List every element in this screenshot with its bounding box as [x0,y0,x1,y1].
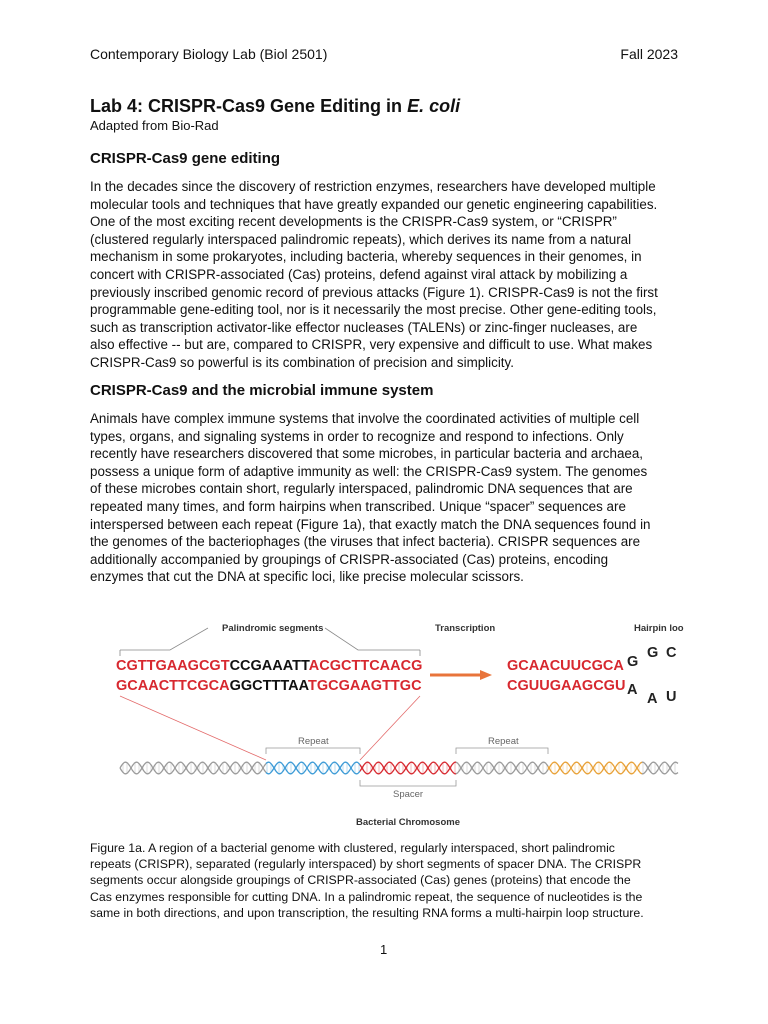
helix-strand-segment [640,773,642,774]
helix-strand-segment [524,763,526,766]
helix-strand-segment [528,770,530,773]
helix-strand-segment [600,771,602,773]
helix-strand-segment [644,771,646,773]
helix-strand-segment [216,763,218,766]
helix-strand-segment [172,770,174,773]
page-number: 1 [380,942,388,957]
helix-strand-segment [192,762,194,763]
helix-strand-segment [232,771,234,773]
helix-strand-segment [412,773,414,774]
helix-strand-segment [376,762,378,763]
helix-strand-segment [572,770,574,773]
dna-top-red1: CGTTGAAGCGT [116,658,230,674]
helix-strand-segment [540,771,542,773]
helix-strand-segment [204,763,206,765]
helix-strand-segment [496,763,498,765]
helix-strand-segment [596,762,598,763]
helix-strand-segment [140,768,142,771]
loop-letter: G [647,645,659,661]
helix-strand-segment [188,771,190,773]
helix-strand-segment [280,773,282,774]
helix-strand-segment [632,773,634,774]
helix-strand-segment [120,768,122,771]
section1-heading: CRISPR-Cas9 gene editing [90,150,281,167]
section1-line: also effective -- but are, compared to CRISPR, very expensive and difficult to use. What makes [90,337,653,353]
helix-strand-segment [420,762,422,763]
helix-strand-segment [264,770,266,773]
section2-line: repeated many times, and form hairpins when transcribed. Unique “spacer” sequences are [90,498,626,514]
helix-strand-segment [280,762,282,763]
helix-strand-segment [216,770,218,773]
helix-strand-segment [384,765,386,768]
helix-strand-segment [188,763,190,765]
helix-strand-segment [380,763,382,765]
helix-strand-segment [556,763,558,765]
section2-line: of these microbes contain short, regularly interspaced, palindromic DNA sequences that are [90,481,633,497]
helix-strand-segment [160,771,162,773]
helix-strand-segment [544,762,546,763]
caption-line: Figure 1a. A region of a bacterial genome with clustered, regularly interspaced, short palindromic [90,841,615,855]
helix-strand-segment [380,771,382,773]
helix-strand-segment [352,770,354,773]
helix-strand-segment [472,765,474,768]
helix-strand-segment [552,773,554,774]
helix-strand-segment [260,770,262,773]
helix-strand-segment [360,768,362,771]
helix-strand-segment [508,762,510,763]
helix-strand-segment [156,762,158,763]
helix-strand-segment [244,773,246,774]
helix-strand-segment [304,763,306,766]
helix-strand-segment [288,762,290,763]
loop-letter: A [647,691,658,707]
helix-strand-segment [556,771,558,773]
helix-strand-segment [672,771,674,773]
section2-line: the genomes of the bacteriophages (the viruses that infect bacteria). CRISPR sequences are [90,534,641,550]
helix-strand-segment [164,765,166,768]
section1-line: mechanism in some prokaryotes, including bacteria, whereby sequences in their genomes, in [90,249,642,265]
section1-paragraph [90,178,690,372]
helix-strand-segment [132,770,134,773]
helix-strand-segment [640,762,642,763]
loop-letter: C [666,645,677,661]
section1-line: One of the most exciting recent developments is the CRISPR-Cas9 system, or “CRISPR” [90,214,617,230]
section1-line: such as transcription activator-like effector nucleases (TALENs) or zinc-finger nucleases, are [90,319,638,335]
helix-strand-segment [536,768,538,771]
section1-line: (clustered regularly interspaced palindromic repeats), which derives its name from a natural [90,231,632,247]
helix-strand-segment [612,763,614,766]
helix-strand-segment [452,771,454,773]
repeat-bracket-2 [456,748,548,754]
helix-strand-segment [436,763,438,766]
section1-line: concert with CRISPR-associated (Cas) proteins, defend against viral attack by mobilizing a [90,266,628,282]
helix-strand-segment [540,763,542,765]
rna-bottom: CGUUGAAGCGU [507,678,626,694]
helix-strand-segment [192,773,194,774]
helix-strand-segment [316,768,318,771]
helix-strand-segment [332,762,334,763]
helix-strand-segment [424,771,426,773]
helix-strand-segment [144,771,146,773]
chromosome-label: Bacterial Chromosome [356,817,461,828]
helix-strand-segment [128,763,130,766]
helix-strand-segment [148,773,150,774]
helix-strand-segment [648,765,650,768]
helix-strand-segment [348,763,350,766]
helix-strand-segment [296,765,298,768]
helix-strand-segment [616,770,618,773]
helix-strand-segment [288,773,290,774]
helix-strand-segment [260,763,262,766]
section2-line: interspersed between each repeat (Figure 1a), that exactly match the DNA sequences found in [90,516,651,532]
helix-strand-segment [336,771,338,773]
helix-strand-segment [392,770,394,773]
spacer-label: Spacer [393,789,424,800]
helix-strand-segment [456,762,458,763]
helix-strand-segment [220,770,222,773]
helix-strand-segment [128,770,130,773]
section2-line: possess a unique form of adaptive immunity as well: the CRISPR-Cas9 system. The genomes [90,463,648,479]
helix-strand-segment [484,763,486,766]
helix-strand-segment [120,765,122,768]
helix-strand-segment [236,773,238,774]
helix-strand-segment [584,763,586,765]
helix-strand-segment [200,762,202,763]
helix-strand-segment [428,765,430,768]
helix-strand-segment [248,771,250,773]
repeat-label-1: Repeat [298,736,329,747]
loop-letter: U [666,689,677,705]
helix-strand-segment [396,770,398,773]
dna-top-strand [116,658,422,674]
helix-strand-segment [480,763,482,766]
helix-strand-segment [464,773,466,774]
helix-strand-segment [420,773,422,774]
section2-line: additionally accompanied by groupings of CRISPR-associated (Cas) proteins, encoding [90,551,609,567]
dna-bottom-black: GGCTTTAA [229,678,308,694]
bracket-right [325,628,420,650]
helix-strand-segment [340,765,342,768]
helix-strand-segment [348,770,350,773]
helix-strand-segment [308,770,310,773]
helix-strand-segment [580,768,582,771]
spacer-bracket [360,780,456,786]
helix-strand-segment [552,762,554,763]
helix-strand-segment [132,763,134,766]
section1-line: previously inscribed genomic record of previous attacks (Figure 1). CRISPR-Cas9 is not the first [90,284,658,300]
helix-strand-segment [248,763,250,765]
section2-line: types, organs, and signaling systems in order to recognize and respond to infections. Only [90,428,624,444]
helix-strand-segment [448,768,450,771]
helix-strand-segment [456,773,458,774]
helix-strand-segment [440,763,442,766]
repeat-label-2: Repeat [488,736,519,747]
repeat-bracket-1 [266,748,360,754]
bracket-left [120,628,208,650]
helix-strand-segment [220,763,222,766]
helix-strand-segment [500,762,502,763]
chromosome-helix [120,762,678,774]
dna-bottom-strand [116,678,422,694]
helix-strand-segment [632,762,634,763]
helix-strand-segment [560,765,562,768]
zoom-line-right [360,696,420,760]
helix-strand-segment [172,763,174,766]
transcription-label: Transcription [435,623,496,634]
hairpin-label: Hairpin loo [634,623,684,634]
helix-strand-segment [352,763,354,766]
arrow-head [480,670,492,680]
helix-strand-segment [324,773,326,774]
helix-strand-segment [660,763,662,766]
dna-bottom-red2: TGCGAAGTTGC [307,678,422,694]
helix-strand-segment [156,773,158,774]
helix-strand-segment [276,771,278,773]
helix-strand-segment [508,773,510,774]
helix-strand-segment [612,770,614,773]
section1-line: In the decades since the discovery of restriction enzymes, researchers have developed multiple [90,179,656,194]
helix-strand-segment [656,770,658,773]
section2-line: enzymes that cut the DNA at specific loci, like precise molecular scissors. [90,569,524,585]
caption-line: segments occur alongside groupings of CRISPR-associated (Cas) genes (proteins) that encode the [90,873,631,888]
helix-strand-segment [232,763,234,765]
section1-line: programmable gene-editing tool, nor is it necessarily the most precise. Other gene-editing tools, [90,302,657,318]
section1-line: molecular tools and techniques that have greatly expanded our genetic engineering capabilities. [90,196,658,212]
helix-strand-segment [644,763,646,765]
helix-strand-segment [252,765,254,768]
helix-strand-segment [528,763,530,766]
helix-strand-segment [568,763,570,766]
helix-strand-segment [184,768,186,771]
helix-strand-segment [672,763,674,765]
zoom-line-left [120,696,266,760]
helix-strand-segment [668,768,670,771]
helix-strand-segment [452,763,454,765]
helix-strand-segment [176,763,178,766]
helix-strand-segment [588,773,590,774]
helix-strand-segment [588,762,590,763]
dna-top-red2: ACGCTTCAACG [308,658,423,674]
title-italic: E. coli [407,96,461,116]
helix-strand-segment [292,771,294,773]
helix-strand-segment [200,773,202,774]
helix-strand-segment [440,770,442,773]
helix-strand-segment [484,770,486,773]
section2-heading: CRISPR-Cas9 and the microbial immune system [90,382,434,399]
palindromic-label: Palindromic segments [222,623,324,634]
helix-strand-segment [584,771,586,773]
helix-strand-segment [676,762,678,763]
dna-bottom-red1: GCAACTTCGCA [116,678,230,694]
helix-strand-segment [160,763,162,765]
helix-strand-segment [436,770,438,773]
header-term: Fall 2023 [620,46,678,62]
helix-strand-segment [292,763,294,765]
figure-svg [90,612,684,834]
helix-strand-segment [624,768,626,771]
helix-strand-segment [204,771,206,773]
helix-strand-segment [332,773,334,774]
helix-strand-segment [276,763,278,765]
helix-strand-segment [236,762,238,763]
helix-strand-segment [408,763,410,765]
helix-strand-segment [600,763,602,765]
helix-strand-segment [468,763,470,765]
helix-strand-segment [404,768,406,771]
caption-line: same in both directions, and upon transcription, the resulting RNA forms a multi-hairpin loop structure. [90,905,644,920]
helix-strand-segment [396,763,398,766]
helix-strand-segment [364,771,366,773]
helix-strand-segment [516,765,518,768]
helix-strand-segment [368,773,370,774]
loop-letter: A [627,682,638,698]
helix-strand-segment [492,768,494,771]
helix-strand-segment [320,763,322,765]
caption-line: Cas enzymes responsible for cutting DNA. In a palindromic repeat, the sequence of nucleotides is the [90,889,643,904]
title-main: Lab 4: CRISPR-Cas9 Gene Editing in [90,96,408,116]
helix-strand-segment [408,771,410,773]
helix-strand-segment [148,762,150,763]
helix-strand-segment [264,763,266,766]
helix-strand-segment [544,773,546,774]
caption-line: repeats (CRISPR), separated (regularly interspaced) by short segments of spacer DNA. The CRISPR [90,857,642,872]
helix-strand-segment [660,770,662,773]
helix-strand-segment [376,773,378,774]
section1-line: CRISPR-Cas9 so powerful is its combination of precision and simplicity. [90,354,514,370]
header-course: Contemporary Biology Lab (Biol 2501) [90,46,328,62]
figure-caption [90,840,690,921]
helix-strand-segment [304,770,306,773]
helix-strand-segment [524,770,526,773]
rna-top: GCAACUUCGCA [507,658,624,674]
helix-strand-segment [424,763,426,765]
helix-strand-segment [628,763,630,765]
page-title [90,96,460,117]
helix-strand-segment [596,773,598,774]
helix-strand-segment [364,763,366,765]
helix-strand-segment [468,771,470,773]
helix-strand-segment [228,768,230,771]
section2-line: recently have researchers discovered that some microbes, in particular bacteria and archaea, [90,446,644,462]
loop-letter: G [627,654,639,670]
helix-strand-segment [464,762,466,763]
helix-strand-segment [412,762,414,763]
helix-strand-segment [392,763,394,766]
helix-strand-segment [512,763,514,765]
helix-strand-segment [512,771,514,773]
helix-strand-segment [500,773,502,774]
helix-strand-segment [656,763,658,766]
section2-paragraph [90,410,690,586]
helix-strand-segment [308,763,310,766]
helix-strand-segment [676,773,678,774]
dna-top-black: CCGAAATT [229,658,309,674]
helix-strand-segment [496,771,498,773]
helix-strand-segment [628,771,630,773]
helix-strand-segment [604,765,606,768]
helix-strand-segment [176,770,178,773]
figure-crispr [90,612,684,834]
helix-strand-segment [616,763,618,766]
helix-strand-segment [368,762,370,763]
helix-strand-segment [244,762,246,763]
section2-line: Animals have complex immune systems that involve the coordinated activities of multiple cell [90,411,640,426]
helix-strand-segment [320,771,322,773]
helix-strand-segment [208,765,210,768]
helix-strand-segment [272,768,274,771]
helix-strand-segment [336,763,338,765]
helix-strand-segment [480,770,482,773]
helix-strand-segment [144,763,146,765]
helix-strand-segment [568,770,570,773]
helix-strand-segment [324,762,326,763]
subtitle: Adapted from Bio-Rad [90,118,219,133]
helix-strand-segment [572,763,574,766]
